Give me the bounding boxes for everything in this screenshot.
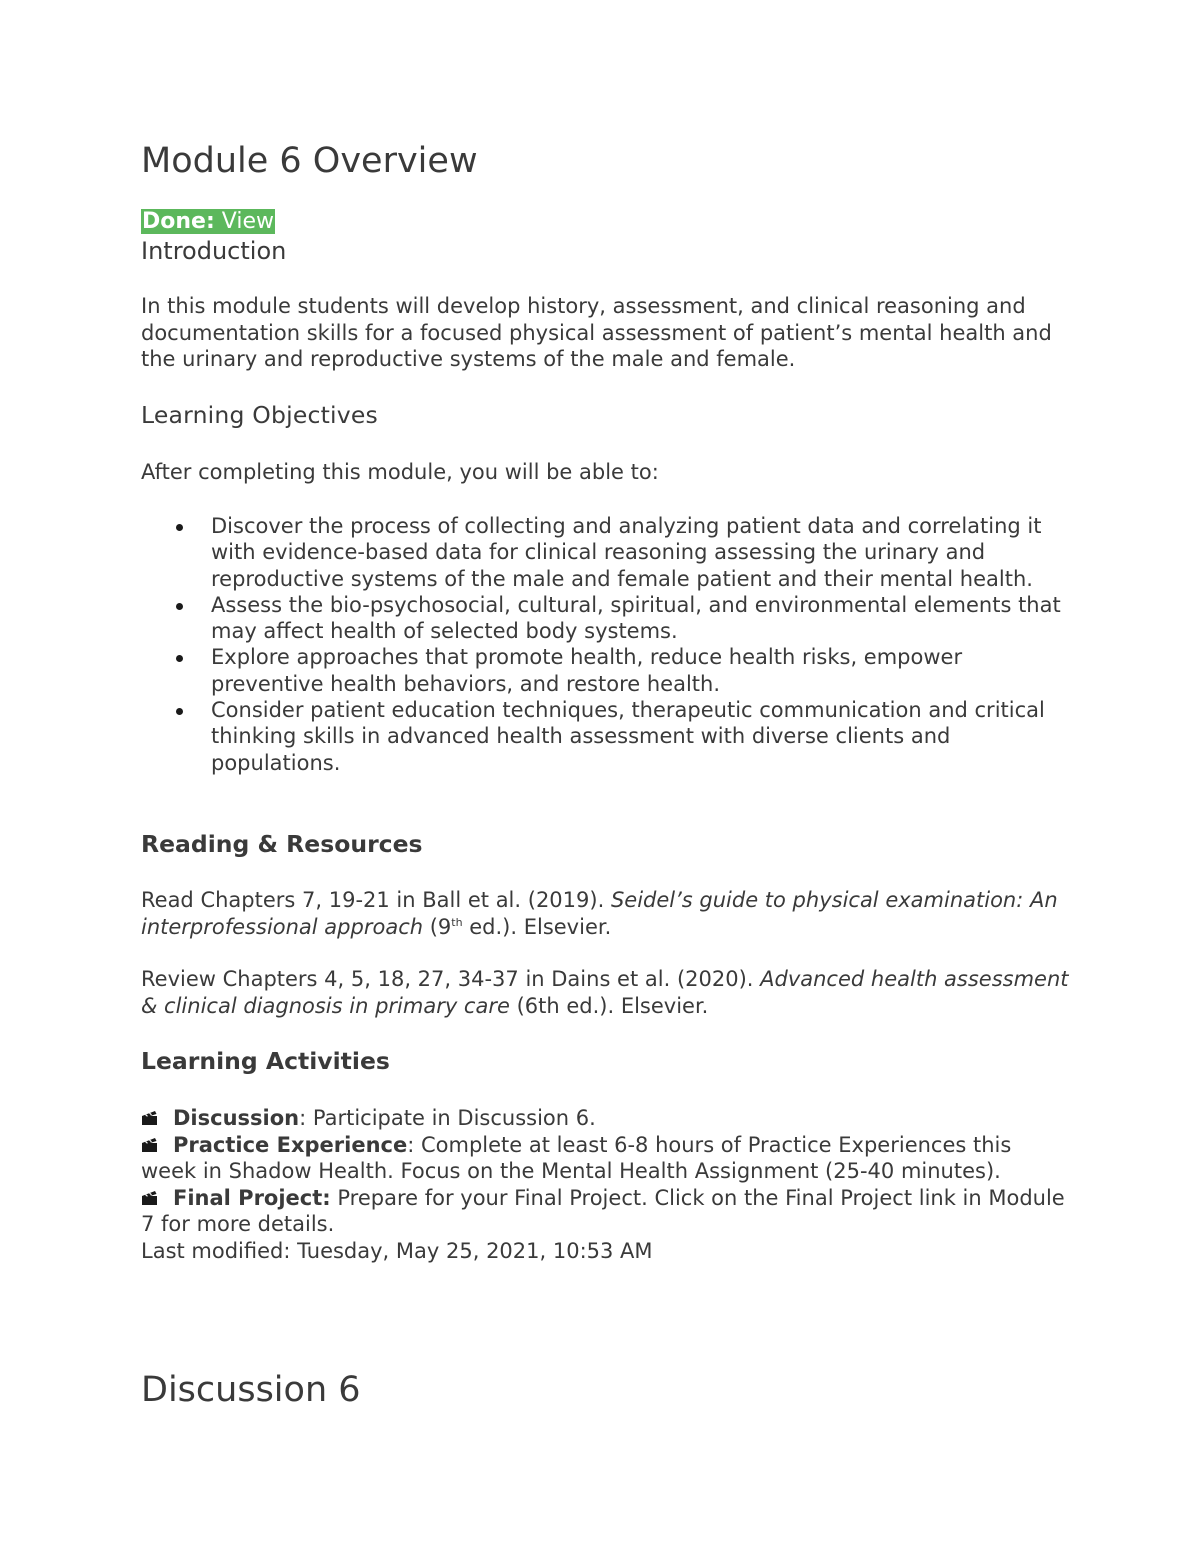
done-value: View <box>221 209 274 234</box>
ref2-pre: Review Chapters 4, 5, 18, 27, 34-37 in Dains et al. (2020). <box>141 967 761 991</box>
clapperboard-icon <box>141 1110 159 1126</box>
activity-label: Final Project: <box>173 1185 331 1210</box>
bullet-icon <box>176 655 183 662</box>
introduction-heading: Introduction <box>141 237 287 265</box>
done-status <box>141 208 275 236</box>
activity-text: Participate in Discussion 6. <box>312 1106 596 1130</box>
activity-item <box>141 1132 1071 1185</box>
objective-text: Explore approaches that promote health, reduce health risks, empower preventive health behaviors, and restore health. <box>211 645 963 696</box>
objective-text: Discover the process of collecting and analyzing patient data and correlating it with evidence-based data for clinical reasoning assessing the urinary and reproductive systems of the male and female patient and their mental health. <box>211 514 1042 591</box>
bullet-icon <box>176 603 183 610</box>
objective-item <box>141 697 1071 776</box>
activities-heading: Learning Activities <box>141 1047 390 1075</box>
ref1-pre: Read Chapters 7, 19-21 in Ball et al. (2019). <box>141 888 611 912</box>
objectives-list <box>141 513 1071 776</box>
objective-text: Assess the bio-psychosocial, cultural, spiritual, and environmental elements that may affect health of selected body systems. <box>211 592 1061 644</box>
ref2-post: (6th ed.). Elsevier. <box>509 993 709 1018</box>
activity-item <box>141 1105 1071 1132</box>
discussion-title: Discussion 6 <box>141 1370 361 1410</box>
objective-text: Consider patient education techniques, therapeutic communication and critical thinking skills in advanced health assessment with diverse clients and populations. <box>211 698 1045 775</box>
activity-sep: : <box>407 1132 421 1157</box>
ref1-post: ed.). Elsevier. <box>462 914 612 939</box>
module-title: Module 6 Overview <box>141 141 478 181</box>
ref2-title: Advanced health assessment & clinical diagnosis in primary care <box>141 967 1069 1018</box>
reading-heading: Reading & Resources <box>141 830 423 858</box>
activity-sep: : <box>299 1106 313 1130</box>
activity-label: Practice Experience <box>173 1132 408 1157</box>
reading-ref-1 <box>141 887 1071 940</box>
ref1-sup: th <box>451 915 463 929</box>
bullet-icon <box>176 708 183 715</box>
activity-list <box>141 1105 1071 1264</box>
objective-item <box>141 513 1071 592</box>
activity-item <box>141 1185 1071 1238</box>
ref1-mid: (9 <box>423 914 452 939</box>
objective-item <box>141 592 1071 645</box>
ref1-title: Seidel’s guide to physical examination: An interprofessional approach <box>141 888 1058 939</box>
learning-objectives-heading: Learning Objectives <box>141 401 378 429</box>
done-badge <box>141 209 275 234</box>
introduction-text: In this module students will develop history, assessment, and clinical reasoning and documentation skills for a focused physical assessment of patient’s mental health and the urinary and reproductive systems of the male and female. <box>141 294 1052 371</box>
activity-label: Discussion <box>173 1106 300 1130</box>
activity-text: Prepare for your Final Project. Click on the Final Project link in Module 7 for more details. <box>141 1185 1065 1236</box>
done-label: Done: <box>142 209 215 234</box>
bullet-icon <box>176 524 183 531</box>
objectives-intro: After completing this module, you will be able to: <box>141 460 659 484</box>
reading-ref-2 <box>141 966 1071 1019</box>
clapperboard-icon <box>141 1190 159 1206</box>
objective-item <box>141 644 1071 697</box>
activity-text: Complete at least 6-8 hours of Practice Experiences this week in Shadow Health. Focus on the Mental Health Assignment (25-40 minutes). <box>141 1132 1012 1183</box>
last-modified: Last modified: Tuesday, May 25, 2021, 10:53 AM <box>141 1238 653 1263</box>
clapperboard-icon <box>141 1137 159 1153</box>
